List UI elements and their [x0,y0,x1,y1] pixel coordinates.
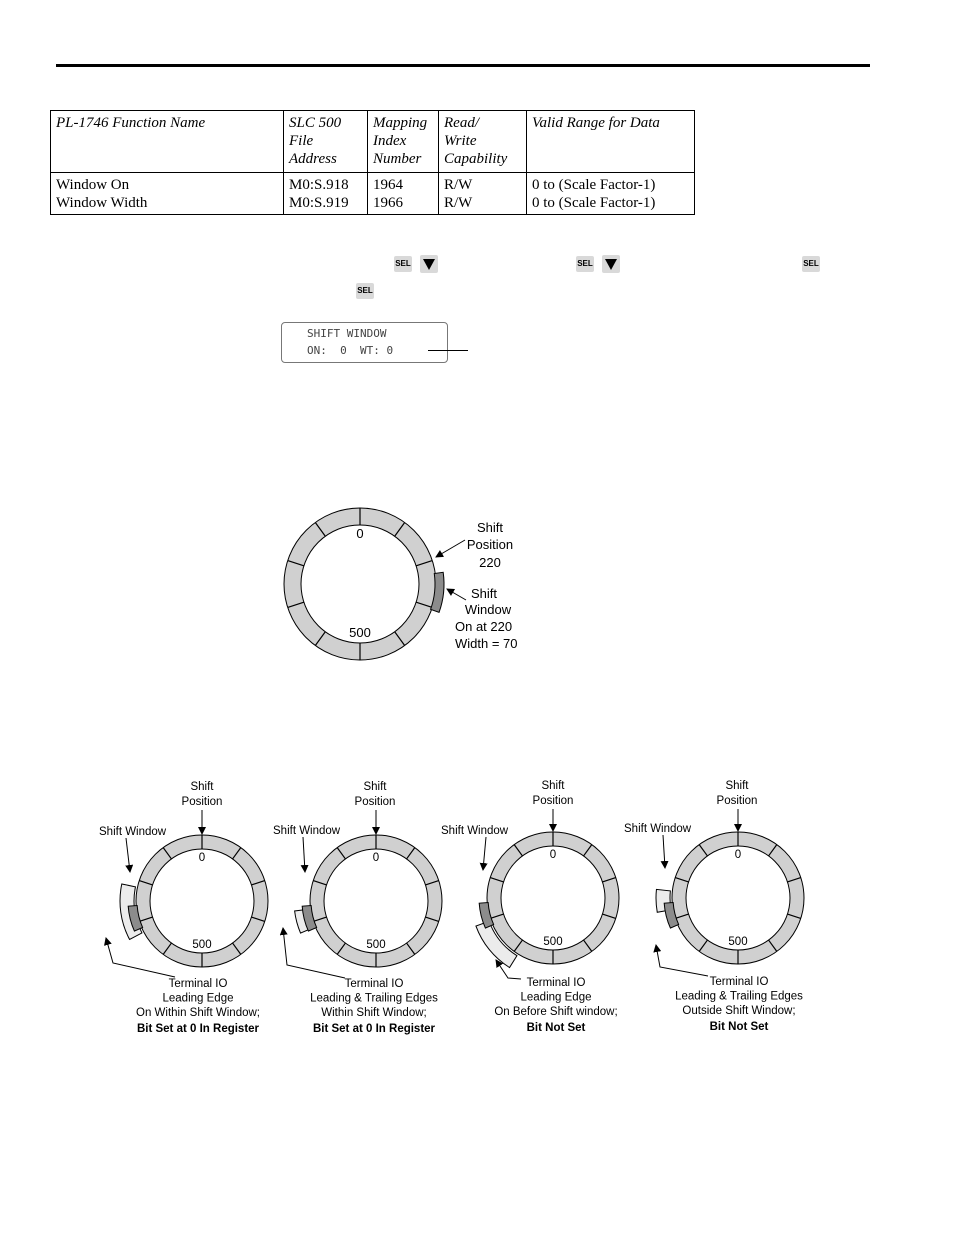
small-diagram-3 [441,780,619,1034]
caption-line: Terminal IO [168,978,228,990]
header-text: Capability [444,151,508,167]
header-text: Address [289,151,337,167]
five-hundred-label: 500 [543,936,563,948]
caption-bold: Bit Not Set [709,1021,769,1033]
shift-window-arrow [126,838,130,872]
main-500-label: 500 [349,625,371,640]
caption-line: Terminal IO [526,977,586,989]
shift-window-label: Shift Window [624,823,692,835]
cell-text: Window Width [56,195,148,211]
caption-bold: Bit Set at 0 In Register [136,1023,260,1035]
shift-window-arrow [303,837,305,872]
shift-window-label: Shift Window [273,825,341,837]
cell-text: 0 to (Scale Factor-1) [532,195,656,211]
shift-window-arrow [663,835,665,868]
main-window-arrow [447,589,466,600]
shift-window-label: Shift Window [441,825,509,837]
sel-key-icon: SEL [356,283,374,299]
cell-text: M0:S.918 [289,177,349,193]
five-hundred-label: 500 [192,939,212,951]
shift-position-label: Shift [541,780,565,792]
shift-position-label: Position [354,796,396,808]
shift-position-label: Position [716,795,758,807]
zero-label: 0 [549,849,557,861]
five-hundred-label: 500 [366,939,386,951]
main-shift-window-label: Shift [470,586,498,601]
zero-label: 0 [372,852,380,864]
caption-bold: Bit Set at 0 In Register [312,1023,436,1035]
main-shift-window-label: Window [464,602,512,617]
caption-line: Leading & Trailing Edges [310,992,438,1005]
caption-line: On Within Shift Window; [136,1007,260,1019]
sel-key-icon: SEL [802,256,820,272]
small-diagram-2 [273,781,442,1035]
shift-position-label: Shift [725,780,749,792]
caption-line: Outside Shift Window; [682,1005,796,1017]
main-shift-position-label: Shift [476,520,504,535]
main-position-arrow [436,540,465,557]
header-text: Number [373,151,422,167]
cell-text: R/W [444,177,473,193]
cell-text: 1966 [373,195,403,211]
lcd-line-2: ON: 0 WT: 0 [307,344,394,357]
caption-line: Leading Edge [520,991,592,1004]
header-text: Mapping [373,115,428,131]
header-text: Read/ [444,115,479,131]
header-text: SLC 500 [289,115,342,131]
header-text: File [289,133,314,149]
main-shift-position-label: Position [466,537,514,552]
caption-line: Leading Edge [162,992,234,1005]
shift-window-arrow [483,837,486,870]
caption-line: Terminal IO [344,978,404,990]
shift-position-label: Shift [363,781,387,793]
caption-line: Within Shift Window; [321,1007,427,1019]
header-text: Index [373,133,407,149]
shift-position-label: Position [181,796,223,808]
five-hundred-label: 500 [728,936,748,948]
caption-line: On Before Shift window; [494,1006,618,1018]
cell-text: R/W [444,195,473,211]
shift-window-label: Shift Window [99,826,167,838]
shift-position-label: Shift [190,781,214,793]
header-text: PL-1746 Function Name [56,115,206,131]
cell-text: M0:S.919 [289,195,349,211]
caption-bold: Bit Not Set [526,1022,586,1034]
main-zero-label: 0 [356,526,364,541]
caption-line: Leading & Trailing Edges [675,990,803,1003]
caption-line: Terminal IO [709,976,769,988]
small-diagram-4 [624,780,804,1033]
main-window-on-label: On at 220 [455,619,513,634]
sel-key-icon: SEL [576,256,594,272]
header-text: Write [444,133,477,149]
cell-text: 1964 [373,177,403,193]
zero-label: 0 [198,852,206,864]
header-text: Valid Range for Data [532,115,660,131]
main-window-width-label: Width = 70 [455,636,518,651]
cell-text: Window On [56,177,130,193]
main-shift-position-value: 220 [479,555,501,570]
sel-key-icon: SEL [394,256,412,272]
shift-position-label: Position [532,795,574,807]
cell-text: 0 to (Scale Factor-1) [532,177,656,193]
lcd-line-1: SHIFT WINDOW [307,327,387,340]
small-diagram-1 [99,781,268,1035]
zero-label: 0 [734,849,742,861]
